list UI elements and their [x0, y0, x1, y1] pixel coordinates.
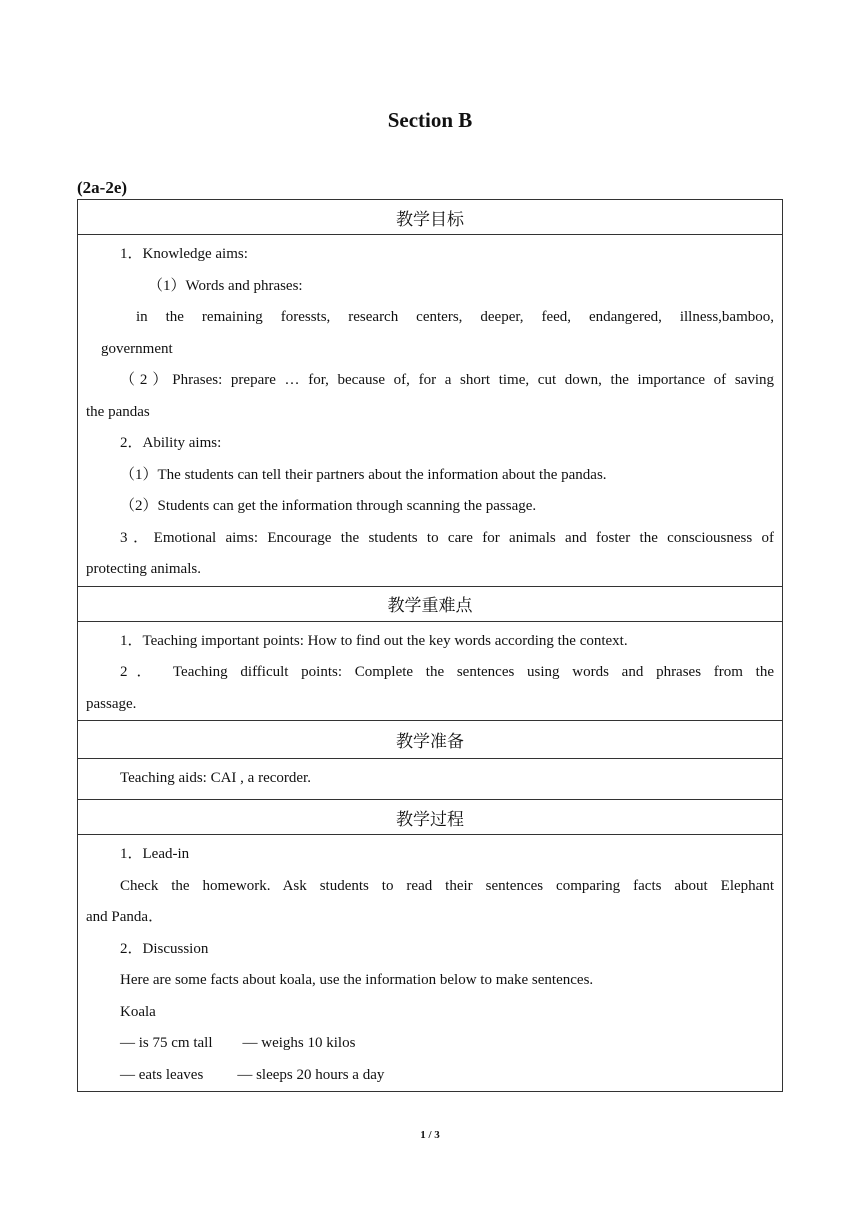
keypoints-line: passage.: [86, 695, 137, 712]
process-line: and Panda．: [86, 909, 164, 925]
koala-fact: — weighs 10 kilos: [242, 1035, 356, 1051]
koala-fact: — is 75 cm tall: [120, 1035, 213, 1051]
objectives-line: （2）Students can get the information through scanning the passage.: [120, 498, 537, 514]
process-cell: [78, 835, 783, 1092]
objectives-line: （2）Phrases: prepare … for, because of, for a short time, cut down, the importance of saving: [120, 372, 774, 388]
document-title: Section B: [387, 108, 473, 132]
objectives-line: the pandas: [86, 403, 150, 420]
objectives-cell: [78, 235, 783, 587]
keypoints-cell: [78, 621, 783, 721]
keypoints-line: 2． Teaching difficult points: Complete the sentences using words and phrases from the: [120, 664, 774, 680]
process-line: Koala: [120, 1003, 156, 1020]
objectives-line: in the remaining foressts, research centers, deeper, feed, endangered, illness,bamboo,: [136, 309, 774, 325]
objectives-line: （1）Words and phrases:: [148, 277, 303, 294]
process-line: 1．Lead-in: [120, 846, 190, 862]
section-label: (2a-2e): [77, 178, 128, 197]
objectives-line: （1）The students can tell their partners about the information about the pandas.: [120, 466, 607, 483]
lesson-plan-table: [77, 199, 783, 1092]
process-header: 教学过程: [78, 800, 783, 835]
process-line: 2．Discussion: [120, 940, 209, 957]
page-number: 1 / 3: [420, 1129, 440, 1141]
prep-header: 教学准备: [78, 721, 783, 759]
process-line: Check the homework. Ask students to read their sentences comparing facts about Elephant: [120, 877, 774, 894]
objectives-line: 2．Ability aims:: [120, 435, 222, 451]
koala-facts-row: [86, 1060, 774, 1092]
objectives-line: government: [101, 340, 173, 357]
prep-line: Teaching aids: CAI , a recorder.: [120, 770, 311, 786]
keypoints-line: 1．Teaching important points: How to find out the key words according the context.: [120, 632, 628, 649]
objectives-line: protecting animals.: [86, 561, 201, 577]
objectives-line: 1．Knowledge aims:: [120, 246, 248, 262]
objectives-line: 3．Emotional aims: Encourage the students to care for animals and foster the consciousness of: [120, 529, 774, 546]
process-line: Here are some facts about koala, use the information below to make sentences.: [120, 972, 594, 988]
koala-fact: — sleeps 20 hours a day: [237, 1066, 385, 1083]
objectives-header: 教学目标: [78, 200, 783, 235]
koala-facts-row: [86, 1028, 774, 1060]
keypoints-header: 教学重难点: [78, 586, 783, 621]
koala-fact: — eats leaves: [120, 1066, 204, 1083]
prep-cell: [78, 759, 783, 800]
